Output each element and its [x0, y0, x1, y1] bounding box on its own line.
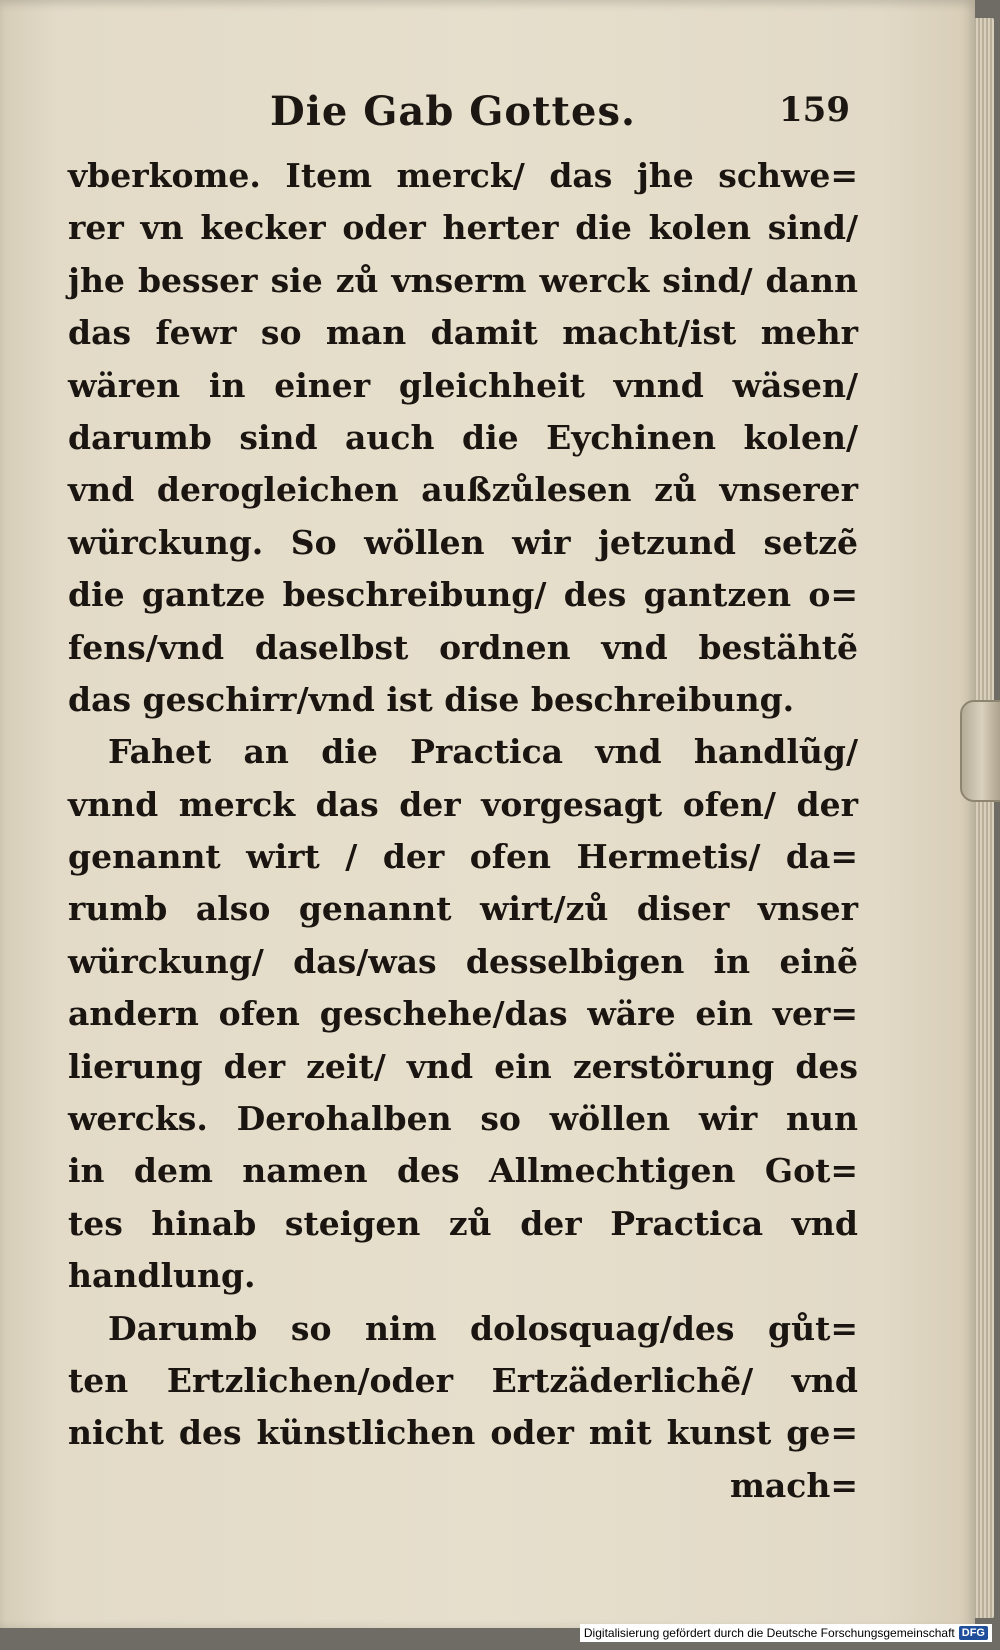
text-line: vberkome. Item merck/ das jhe schwe=: [68, 156, 858, 195]
page-header: [70, 88, 850, 148]
text-line: handlung.: [68, 1256, 256, 1296]
text-line: andern ofen geschehe/das wäre ein ver=: [68, 994, 858, 1034]
text-line: tes hinab steigen zů der Practica vnd: [68, 1203, 858, 1243]
text-line: ten Ertzlichen/oder Ertzäderlichẽ/ vnd: [68, 1360, 858, 1400]
funding-text: Digitalisierung gefördert durch die Deutsche Forschungsgemeinschaft: [583, 1626, 955, 1640]
running-title: Die Gab Gottes.: [270, 88, 636, 135]
text-line: wercks. Derohalben so wöllen wir nun: [68, 1099, 858, 1139]
text-line: Darumb so nim dolosquag/des gůt=: [108, 1308, 858, 1348]
text-line: das fewr so man damit macht/ist mehr: [68, 313, 858, 353]
dfg-logo: DFG: [959, 1626, 988, 1640]
text-line: rer vn kecker oder herter die kolen sind/: [68, 208, 858, 248]
text-line: nicht des künstlichen oder mit kunst ge=: [68, 1413, 858, 1453]
text-line: würckung. So wöllen wir jetzund setzẽ: [68, 522, 858, 562]
text-line: lierung der zeit/ vnd ein zerstörung des: [68, 1046, 858, 1086]
text-line: das geschirr/vnd ist dise beschreibung.: [68, 679, 795, 719]
page-number: 159: [779, 90, 850, 130]
text-line: jhe besser sie zů vnserm werck sind/ dann: [68, 260, 858, 300]
text-line: vnnd merck das der vorgesagt ofen/ der: [68, 784, 858, 824]
text-line: rumb also genannt wirt/zů diser vnser: [68, 889, 858, 929]
catchword: mach=: [729, 1465, 858, 1505]
text-line: darumb sind auch die Eychinen kolen/: [68, 417, 858, 457]
page-clip: [960, 700, 1000, 802]
text-line: die gantze beschreibung/ des gantzen o=: [68, 575, 858, 615]
body-text: [68, 150, 858, 1512]
text-line: genannt wirt / der ofen Hermetis/ da=: [68, 837, 858, 877]
text-line: fens/vnd daselbst ordnen vnd bestähtẽ: [68, 627, 858, 667]
text-line: wären in einer gleichheit vnnd wäsen/: [68, 365, 858, 405]
text-line: würckung/ das/was desselbigen in einẽ: [68, 941, 858, 981]
funding-footer: [580, 1624, 992, 1642]
text-line: Fahet an die Practica vnd handlũg/: [108, 732, 858, 772]
text-line: in dem namen des Allmechtigen Got=: [68, 1151, 858, 1191]
text-line: vnd derogleichen außzůlesen zů vnserer: [68, 470, 858, 510]
